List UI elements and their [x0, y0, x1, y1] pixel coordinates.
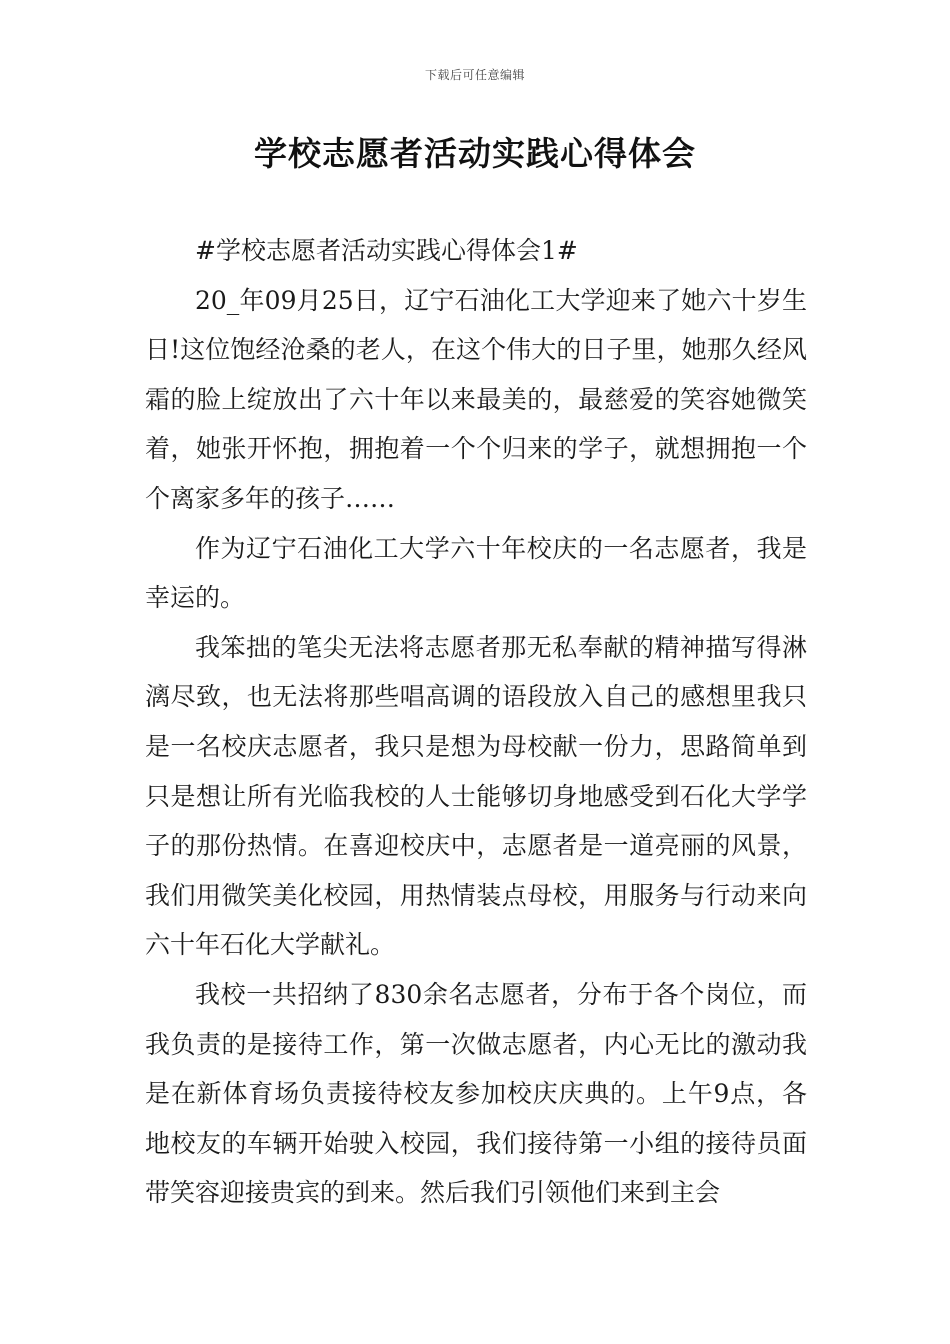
paragraph: 作为辽宁石油化工大学六十年校庆的一名志愿者，我是幸运的。: [145, 533, 807, 613]
paragraph: 20_年09月25日，辽宁石油化工大学迎来了她六十岁生日!这位饱经沧桑的老人，在这个伟大的日子里，她那久经风霜的脸上绽放出了六十年以来最美的，最慈爱的笑容她微笑着，她张开怀抱，拥抱着一个个归来的学子，就想拥抱一个个离家多年的孩子……: [145, 285, 807, 513]
document-body: [145, 226, 807, 1218]
section-heading: #学校志愿者活动实践心得体会1#: [195, 236, 578, 265]
header-note: 下载后可任意编辑: [424, 68, 525, 82]
paragraph: 我笨拙的笔尖无法将志愿者那无私奉献的精神描写得淋漓尽致，也无法将那些唱高调的语段放入自己的感想里我只是一名校庆志愿者，我只是想为母校献一份力，思路简单到只是想让所有光临我校的人士能够切身地感受到石化大学学子的那份热情。在喜迎校庆中，志愿者是一道亮丽的风景，我们用微笑美化校园，用热情装点母校，用服务与行动来向六十年石化大学献礼。: [145, 632, 807, 960]
paragraph: 我校一共招纳了830余名志愿者，分布于各个岗位，而我负责的是接待工作，第一次做志愿者，内心无比的激动我是在新体育场负责接待校友参加校庆庆典的。上午9点，各地校友的车辆开始驶入校园，我们接待第一小组的接待员面带笑容迎接贵宾的到来。然后我们引领他们来到主会: [145, 979, 807, 1208]
document-title: 学校志愿者活动实践心得体会: [254, 134, 696, 173]
